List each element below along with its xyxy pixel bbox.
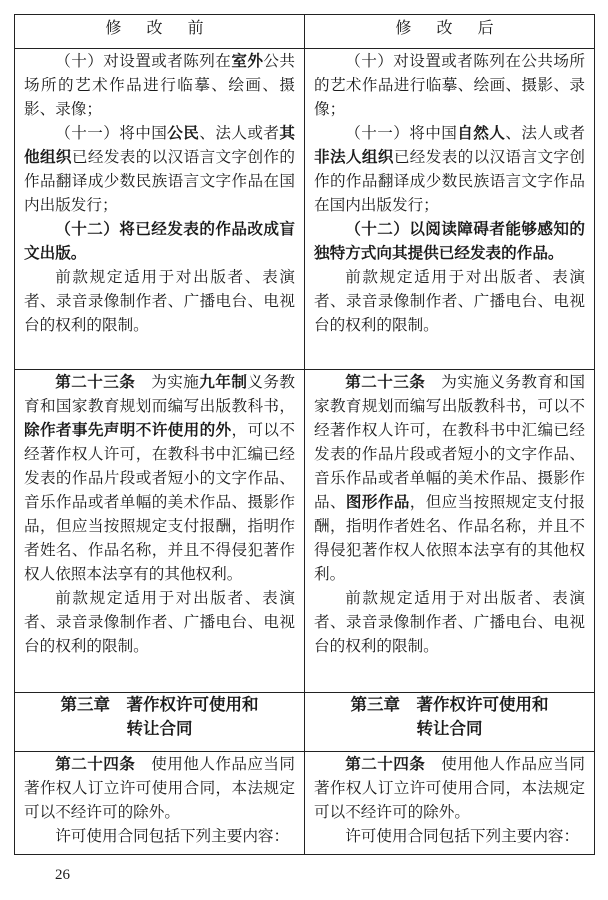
paragraph bbox=[314, 121, 585, 217]
paragraph bbox=[24, 586, 295, 658]
bold-text-run: 公民 bbox=[167, 123, 200, 142]
cell-before bbox=[15, 752, 305, 855]
paragraph bbox=[24, 121, 295, 217]
chapter-line: 转让合同 bbox=[416, 719, 483, 738]
bold-text-run: 其他组织 bbox=[24, 123, 295, 166]
cell-after bbox=[305, 370, 595, 693]
bold-text-run: 室外 bbox=[231, 51, 264, 70]
bold-text-run: （十二）将已经发表的作品改成盲文出版。 bbox=[24, 219, 295, 262]
text-run: （十）对设置或者陈列在公共场所的艺术作品进行临摹、绘画、摄影、录像； bbox=[314, 52, 585, 118]
paragraph bbox=[314, 824, 585, 848]
paragraph bbox=[314, 217, 585, 265]
text-run: ，但应当按照规定支付报酬，指明作者姓名、作品名称，并且不得侵犯著作权人依照本法享有的其他权利。 bbox=[314, 493, 585, 583]
text-run: 许可使用合同包括下列主要内容： bbox=[55, 827, 290, 845]
paragraph bbox=[24, 49, 295, 121]
text-run: 前款规定适用于对出版者、表演者、录音录像制作者、广播电台、电视台的权利的限制。 bbox=[24, 589, 295, 655]
cell-after bbox=[305, 49, 595, 370]
text-run: （十一）将中国 bbox=[55, 124, 168, 142]
text-run: 已经发表的以汉语言文字创作的作品翻译成少数民族语言文字作品在国内出版发行； bbox=[314, 148, 585, 214]
row-article-22-items bbox=[15, 49, 595, 370]
text-run: （十一）将中国 bbox=[345, 124, 458, 142]
paragraph bbox=[314, 370, 585, 586]
cell-after bbox=[305, 752, 595, 855]
text-run: 已经发表的以汉语言文字创作的作品翻译成少数民族语言文字作品在国内出版发行； bbox=[24, 148, 295, 214]
paragraph bbox=[314, 49, 585, 121]
comparison-table bbox=[14, 14, 595, 855]
bold-text-run: 自然人 bbox=[457, 123, 506, 142]
paragraph bbox=[314, 752, 585, 824]
text-run: 义务教育和国家教育规划而编写出版教科书， bbox=[24, 373, 295, 415]
header-before: 修 改 前 bbox=[15, 15, 305, 49]
chapter-line: 转让合同 bbox=[126, 719, 193, 738]
cell-before bbox=[15, 49, 305, 370]
text-run: 公共场所的艺术作品进行临摹、绘画、摄影、录像； bbox=[24, 52, 295, 118]
row-article-24 bbox=[15, 752, 595, 855]
cell-before bbox=[15, 370, 305, 693]
text-run: 前款规定适用于对出版者、表演者、录音录像制作者、广播电台、电视台的权利的限制。 bbox=[314, 589, 585, 655]
text-run: 使用他人作品应当同著作权人订立许可使用合同，本法规定可以不经许可的除外。 bbox=[314, 755, 585, 821]
chapter-line: 第三章 著作权许可使用和 bbox=[60, 695, 259, 714]
row-article-23 bbox=[15, 370, 595, 693]
text-run: 许可使用合同包括下列主要内容： bbox=[345, 827, 580, 845]
paragraph bbox=[314, 586, 585, 658]
bold-text-run: 第二十三条 bbox=[55, 372, 136, 391]
text-run: 、法人或者 bbox=[505, 124, 585, 142]
text-run: 前款规定适用于对出版者、表演者、录音录像制作者、广播电台、电视台的权利的限制。 bbox=[314, 268, 585, 334]
chapter-line: 第三章 著作权许可使用和 bbox=[350, 695, 549, 714]
chapter-heading-after bbox=[305, 693, 595, 752]
text-run: 、法人或者 bbox=[199, 124, 280, 142]
paragraph bbox=[24, 217, 295, 265]
bold-text-run: 第二十三条 bbox=[345, 372, 426, 391]
text-run: 为实施义务教育和国家教育规划而编写出版教科书，可以不经著作权人许可，在教科书中汇编已经发表的作品片段或者短小的文字作品、音乐作品或者单幅的美术作品、摄影作品、 bbox=[314, 373, 585, 511]
text-run: ，可以不经著作权人许可，在教科书中汇编已经发表的作品片段或者短小的文字作品、音乐作品或者单幅的美术作品、摄影作品，但应当按照规定支付报酬，指明作者姓名、作品名称，并且不得侵犯著作权人依照本法享有的其他权利。 bbox=[24, 421, 295, 583]
row-chapter-3 bbox=[15, 693, 595, 752]
paragraph bbox=[24, 265, 295, 337]
paragraph bbox=[314, 265, 585, 337]
text-run: （十）对设置或者陈列在 bbox=[55, 52, 232, 70]
bold-text-run: 第二十四条 bbox=[55, 754, 136, 773]
paragraph bbox=[24, 370, 295, 586]
paragraph bbox=[24, 824, 295, 848]
bold-text-run: 九年制 bbox=[199, 372, 248, 391]
paragraph bbox=[24, 752, 295, 824]
text-run: 为实施 bbox=[135, 373, 200, 391]
bold-text-run: 第二十四条 bbox=[345, 754, 426, 773]
bold-text-run: 图形作品 bbox=[345, 492, 410, 511]
text-run: 使用他人作品应当同著作权人订立许可使用合同，本法规定可以不经许可的除外。 bbox=[24, 755, 295, 821]
chapter-heading-before bbox=[15, 693, 305, 752]
header-row bbox=[15, 15, 595, 49]
bold-text-run: （十二）以阅读障碍者能够感知的独特方式向其提供已经发表的作品。 bbox=[314, 219, 585, 262]
bold-text-run: 非法人组织 bbox=[314, 147, 394, 166]
page-number: 26 bbox=[55, 867, 70, 883]
header-after: 修 改 后 bbox=[305, 15, 595, 49]
bold-text-run: 除作者事先声明不许使用的外 bbox=[24, 420, 232, 439]
text-run: 前款规定适用于对出版者、表演者、录音录像制作者、广播电台、电视台的权利的限制。 bbox=[24, 268, 295, 334]
